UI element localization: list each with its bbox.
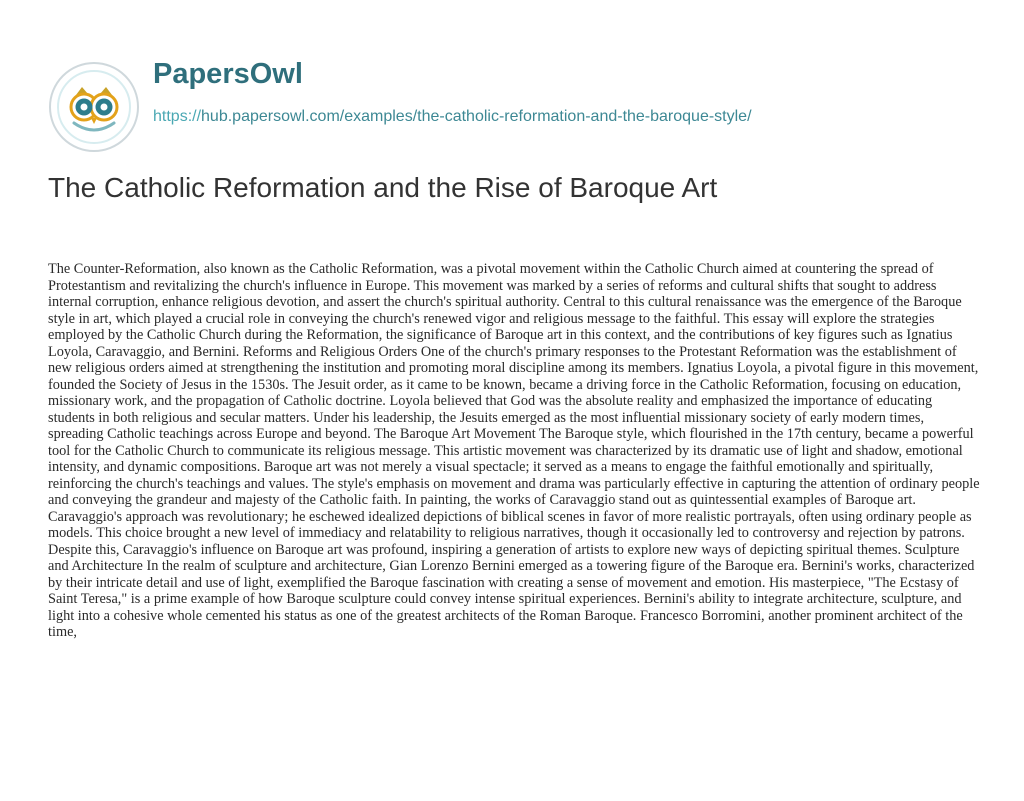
url-scheme: https://: [153, 108, 202, 125]
brand-name[interactable]: PapersOwl: [153, 58, 303, 90]
source-url-link[interactable]: [153, 108, 752, 126]
url-path: hub.papersowl.com/examples/the-catholic-reformation-and-the-baroque-style/: [201, 108, 752, 125]
essay-title: The Catholic Reformation and the Rise of Baroque Art: [48, 172, 718, 203]
essay-body: The Counter-Reformation, also known as the Catholic Reformation, was a pivotal movement within the Catholic Church aimed at countering the spread of Protestantism and revitalizing the church's influence in Europe. This movement was marked by a series of reforms and cultural shifts that sought to address internal corruption, enhance religious devotion, and assert the church's spiritual authority. Central to this cultural renaissance was the emergence of the Baroque style in art, which played a crucial role in conveying the church's renewed vigor and religious message to the faithful. This essay will explore the strategies employed by the Catholic Church during the Reformation, the significance of Baroque art in this context, and the contributions of key figures such as Ignatius Loyola, Caravaggio, and Bernini. Reforms and Religious Orders One of the church's primary responses to the Protestant Reformation was the establishment of new religious orders aimed at strengthening the institution and promoting moral discipline among its members. Ignatius Loyola, a pivotal figure in this movement, founded the Society of Jesus in the 1530s. The Jesuit order, as it came to be known, became a driving force in the Catholic Reformation, focusing on education, missionary work, and the propagation of Catholic doctrine. Loyola believed that God was the absolute reality and emphasized the importance of educating students in both religious and secular matters. Under his leadership, the Jesuits emerged as the most influential missionary society of early modern times, spreading Catholic teachings across Europe and beyond. The Baroque Art Movement The Baroque style, which flourished in the 17th century, became a powerful tool for the Catholic Church to communicate its religious message. This artistic movement was characterized by its dramatic use of light and shadow, emotional intensity, and dynamic compositions. Baroque art was not merely a visual spectacle; it served as a means to engage the faithful emotionally and spiritually, reinforcing the church's teachings and values. The style's emphasis on movement and drama was particularly effective in capturing the attention of ordinary people and conveying the grandeur and majesty of the Catholic faith. In painting, the works of Caravaggio stand out as quintessential examples of Baroque art. Caravaggio's approach was revolutionary; he eschewed idealized depictions of biblical scenes in favor of more realistic portrayals, often using ordinary people as models. This choice brought a new level of immediacy and relatability to religious narratives, though it occasionally led to controversy and rejection by patrons. Despite this, Caravaggio's influence on Baroque art was profound, inspiring a generation of artists to explore new ways of depicting spiritual themes. Sculpture and Architecture In the realm of sculpture and architecture, Gian Lorenzo Bernini emerged as a towering figure of the Baroque era. Bernini's works, characterized by their intricate detail and use of light, exemplified the Baroque fascination with creating a sense of movement and emotion. His masterpiece, "The Ecstasy of Saint Teresa," is a prime example of how Baroque sculpture could convey intense spiritual experiences. Bernini's ability to integrate architecture, sculpture, and light into a cohesive whole cemented his status as one of the greatest architects of the Roman Baroque. Francesco Borromini, another prominent architect of the time,: [48, 261, 980, 640]
site-header: [48, 36, 988, 136]
owl-logo-icon[interactable]: [48, 61, 140, 153]
